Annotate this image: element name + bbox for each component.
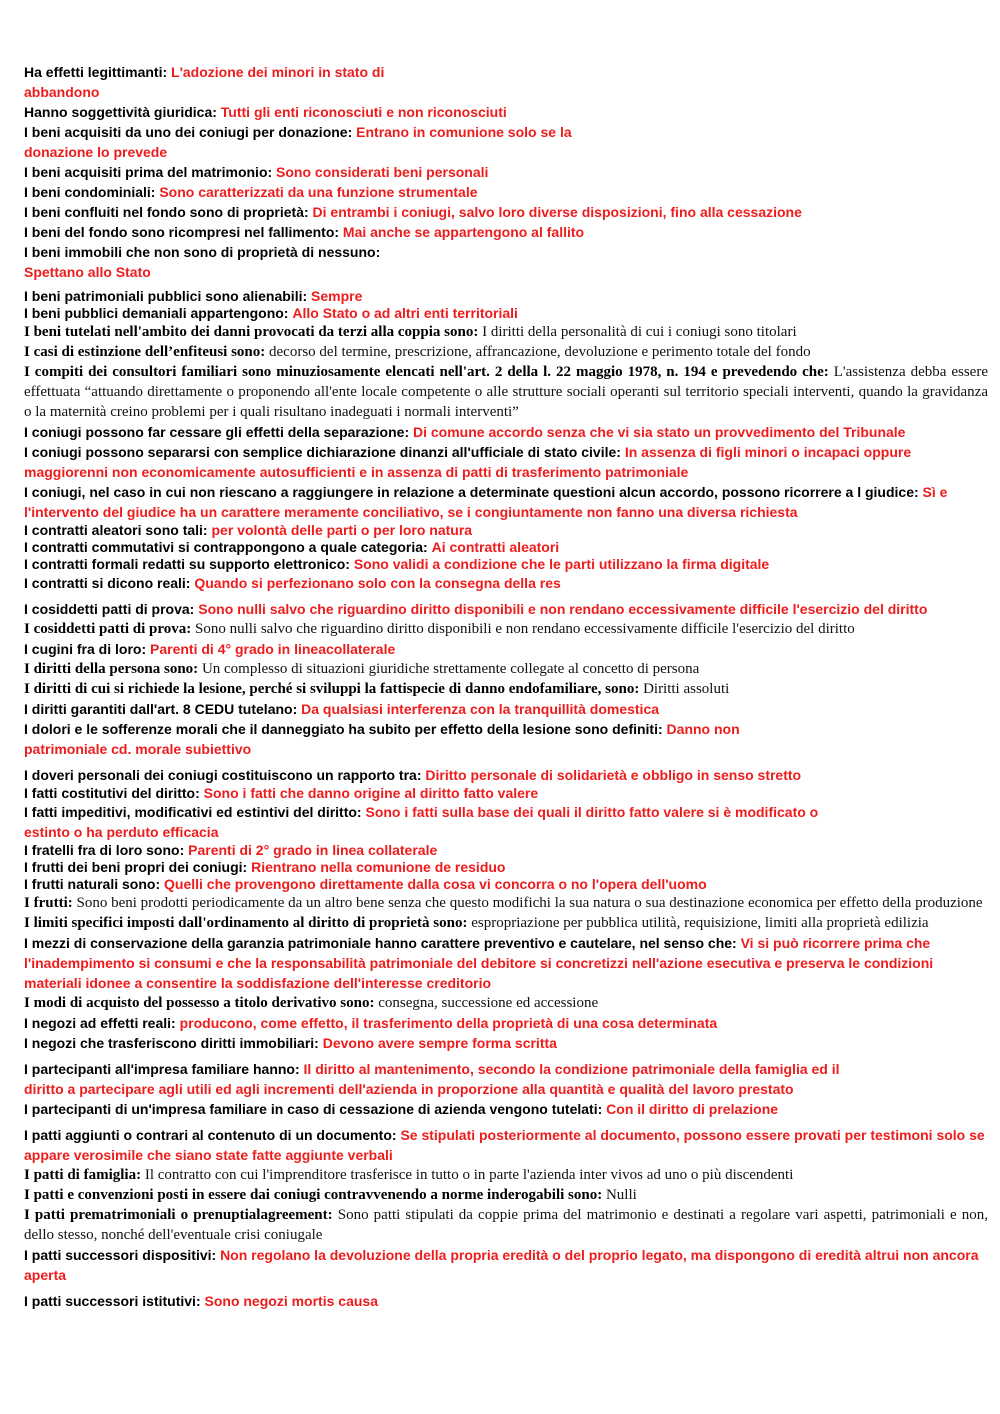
answer-text: Sono caratterizzati da una funzione strumentale <box>159 184 478 200</box>
qa-entry <box>24 222 988 242</box>
answer-text: decorso del termine, prescrizione, affrancazione, devoluzione e perimento totale del fondo <box>269 344 811 360</box>
answer-text: I diritti della personalità di cui i coniugi sono titolari <box>482 324 797 340</box>
question-text: I fratelli fra di loro sono: <box>24 842 185 858</box>
question-text: I mezzi di conservazione della garanzia patrimoniale hanno carattere preventivo e cautelare, nel senso che: <box>24 935 737 951</box>
answer-text: Parenti di 4° grado in lineacollaterale <box>150 641 396 657</box>
answer-text: Sono nulli salvo che riguardino diritto disponibili e non rendano eccessivamente difficile l'esercizio del diritto <box>198 601 928 617</box>
qa-entry <box>24 933 988 993</box>
answer-text: Di comune accordo senza che vi sia stato un provvedimento del Tribunale <box>413 424 906 440</box>
answer-text-continued: diritto a partecipare agli utili ed agli incrementi dell'azienda in proporzione alla quantità e qualità del lavoro prestato <box>24 1081 794 1097</box>
question-text: I modi di acquisto del possesso a titolo derivativo sono: <box>24 995 375 1011</box>
answer-text: Allo Stato o ad altri enti territoriali <box>292 305 518 321</box>
answer-text: Sono validi a condizione che le parti utilizzano la firma digitale <box>353 556 770 572</box>
qa-entry <box>24 288 988 305</box>
answer-text-continued: donazione lo prevede <box>24 144 168 160</box>
answer-text: Mai anche se appartengono al fallito <box>342 224 585 240</box>
qa-entry <box>24 322 988 342</box>
qa-entry <box>24 122 988 162</box>
question-text: I beni patrimoniali pubblici sono alienabili: <box>24 288 308 304</box>
qa-entry <box>24 422 988 442</box>
question-text: I contratti si dicono reali: <box>24 575 191 591</box>
qa-entry <box>24 539 988 556</box>
answer-text: Non regolano la devoluzione della propria eredità o del proprio legato, ma dispongono di eredità altrui non ancora aperta <box>24 1247 979 1283</box>
question-text: I fatti costitutivi del diritto: <box>24 785 200 801</box>
question-text: I frutti dei beni propri dei coniugi: <box>24 859 248 875</box>
qa-entry <box>24 102 988 122</box>
answer-text: Nulli <box>605 1187 637 1203</box>
qa-entry <box>24 1205 988 1245</box>
answer-text: Sono beni prodotti periodicamente da un altro bene senza che questo modifichi la sua natura o sua destinazione economica per effetto della produzione <box>76 895 983 911</box>
question-text: I patti di famiglia: <box>24 1167 142 1183</box>
answer-text: Da qualsiasi interferenza con la tranquillità domestica <box>301 701 660 717</box>
qa-entry <box>24 1291 988 1311</box>
qa-entry <box>24 1125 988 1165</box>
qa-entry <box>24 522 988 539</box>
question-text: I fatti impeditivi, modificativi ed estintivi del diritto: <box>24 804 362 820</box>
question-text: I diritti di cui si richiede la lesione, perché si sviluppi la fattispecie di danno endofamiliare, sono: <box>24 681 640 697</box>
answer-text: Vi si può ricorrere prima che l'inadempimento si consumi e che la responsabilità patrimoniale del debitore si concretizzi nell'azione esecutiva e preserva le condizioni materiali idonee a consentire la soddisfazione dell'interesse creditorio <box>24 935 934 991</box>
answer-text: Sono i fatti che danno origine al diritto fatto valere <box>203 785 539 801</box>
answer-text: Quando si perfezionano solo con la consegna della res <box>194 575 561 591</box>
question-text: I frutti naturali sono: <box>24 876 161 892</box>
qa-entry <box>24 1099 988 1119</box>
question-text: I coniugi, nel caso in cui non riescano a raggiungere in relazione a determinate questioni alcun accordo, possono ricorrere a l giudice: <box>24 484 919 500</box>
qa-entry <box>24 802 988 842</box>
question-text: I casi di estinzione dell’enfiteusi sono: <box>24 344 266 360</box>
answer-text: Parenti di 2° grado in linea collaterale <box>188 842 438 858</box>
answer-text: Se stipulati posteriormente al documento, possono essere provati per testimoni solo se appare verosimile che siano state fatte aggiunte verbali <box>24 1127 985 1163</box>
qa-entry <box>24 162 988 182</box>
qa-entry <box>24 482 988 522</box>
qa-entry <box>24 659 988 679</box>
answer-text: Sono i fatti sulla base dei quali il diritto fatto valere si è modificato o <box>365 804 819 820</box>
qa-entry <box>24 182 988 202</box>
qa-entry <box>24 993 988 1013</box>
answer-text: Rientrano nella comunione de residuo <box>251 859 506 875</box>
qa-entry <box>24 913 988 933</box>
question-text: Hanno soggettività giuridica: <box>24 104 217 120</box>
answer-text-continued: patrimoniale cd. morale subiettivo <box>24 741 252 757</box>
qa-entry <box>24 573 988 593</box>
question-text: I patti successori istitutivi: <box>24 1293 201 1309</box>
question-text: I beni confluiti nel fondo sono di proprietà: <box>24 204 309 220</box>
qa-entry <box>24 202 988 222</box>
answer-text: Sì e l'intervento del giudice ha un carattere meramente conciliativo, se i congiuntamente non fanno una diversa richiesta <box>24 484 948 520</box>
question-text: I cugini fra di loro: <box>24 641 147 657</box>
question-text: I beni acquisiti prima del matrimonio: <box>24 164 273 180</box>
question-text: Ha effetti legittimanti: <box>24 64 168 80</box>
question-text: I partecipanti di un'impresa familiare in caso di cessazione di azienda vengono tutelati: <box>24 1101 603 1117</box>
answer-text: Sono considerati beni personali <box>276 164 489 180</box>
qa-entry <box>24 62 988 102</box>
qa-entry <box>24 305 988 322</box>
qa-entry <box>24 619 988 639</box>
question-text: I negozi che trasferiscono diritti immobiliari: <box>24 1035 319 1051</box>
answer-text: Di entrambi i coniugi, salvo loro diverse disposizioni, fino alla cessazione <box>312 204 802 220</box>
qa-entry <box>24 442 988 482</box>
question-text: I contratti commutativi si contrappongono a quale categoria: <box>24 539 428 555</box>
answer-text: Quelli che provengono direttamente dalla cosa vi concorra o no l'opera dell'uomo <box>164 876 707 892</box>
answer-text-continued: estinto o ha perduto efficacia <box>24 824 219 840</box>
answer-text: Tutti gli enti riconosciuti e non riconosciuti <box>220 104 507 120</box>
question-text: I negozi ad effetti reali: <box>24 1015 176 1031</box>
qa-entry <box>24 1013 988 1033</box>
answer-text: Il diritto al mantenimento, secondo la condizione patrimoniale della famiglia ed il <box>303 1061 840 1077</box>
answer-text: In assenza di figli minori o incapaci oppure maggiorenni non economicamente autosufficienti e in assenza di patti di trasferimento patrimoniale <box>24 444 912 480</box>
answer-text: Devono avere sempre forma scritta <box>322 1035 557 1051</box>
question-text: I patti prematrimoniali o prenuptialagreement: <box>24 1207 333 1223</box>
answer-text: espropriazione per pubblica utilità, requisizione, limiti alla proprietà edilizia <box>471 915 929 931</box>
question-text: I contratti formali redatti su supporto elettronico: <box>24 556 350 572</box>
question-text: I cosiddetti patti di prova: <box>24 621 192 637</box>
question-text: I compiti dei consultori familiari sono minuziosamente elencati nell'art. 2 della l. 22 maggio 1978, n. 194 e prevedendo che: <box>24 364 829 380</box>
qa-entry <box>24 699 988 719</box>
qa-entry <box>24 1059 988 1099</box>
question-text: I frutti: <box>24 895 73 911</box>
answer-text: Il contratto con cui l'imprenditore trasferisce in tutto o in parte l'azienda inter vivos ad uno o più discendenti <box>144 1167 794 1183</box>
qa-entry <box>24 893 988 913</box>
qa-entry <box>24 876 988 893</box>
question-text: I patti e convenzioni posti in essere dai coniugi contravvenendo a norme inderogabili sono: <box>24 1187 603 1203</box>
question-text: I beni tutelati nell'ambito dei danni provocati da terzi alla coppia sono: <box>24 324 479 340</box>
question-text: I dolori e le sofferenze morali che il danneggiato ha subito per effetto della lesione sono definiti: <box>24 721 663 737</box>
qa-entry <box>24 765 988 785</box>
qa-entry <box>24 719 988 759</box>
qa-entry <box>24 1165 988 1185</box>
answer-text: Entrano in comunione solo se la <box>356 124 572 140</box>
answer-text: per volontà delle parti o per loro natura <box>211 522 473 538</box>
question-text: I doveri personali dei coniugi costituiscono un rapporto tra: <box>24 767 422 783</box>
question-text: I patti aggiunti o contrari al contenuto di un documento: <box>24 1127 397 1143</box>
qa-entry <box>24 639 988 659</box>
document-page <box>24 62 988 1311</box>
answer-text: Danno non <box>666 721 740 737</box>
qa-entry <box>24 1245 988 1285</box>
answer-text: producono, come effetto, il trasferimento della proprietà di una cosa determinata <box>179 1015 718 1031</box>
qa-entry <box>24 362 988 422</box>
question-text: I diritti garantiti dall'art. 8 CEDU tutelano: <box>24 701 298 717</box>
answer-text: L'assistenza debba essere effettuata “attuando direttamente o proponendo all'ente locale competente o alle strutture sociali operanti sul territorio speciali interventi, quando la gravidanza o la maternità creino problemi per i quali risultano inadeguati i normali interventi” <box>24 364 988 420</box>
question-text: I coniugi possono far cessare gli effetti della separazione: <box>24 424 410 440</box>
question-text: I beni pubblici demaniali appartengono: <box>24 305 289 321</box>
qa-entry <box>24 1033 988 1053</box>
answer-text: Con il diritto di prelazione <box>606 1101 779 1117</box>
question-text: I diritti della persona sono: <box>24 661 199 677</box>
answer-text: L'adozione dei minori in stato di <box>171 64 385 80</box>
question-text: I limiti specifici imposti dall'ordinamento al diritto di proprietà sono: <box>24 915 468 931</box>
qa-entry <box>24 842 988 859</box>
answer-text: Diritto personale di solidarietà e obbligo in senso stretto <box>425 767 802 783</box>
answer-text-continued: Spettano allo Stato <box>24 264 151 280</box>
qa-entry <box>24 859 988 876</box>
question-text: I cosiddetti patti di prova: <box>24 601 195 617</box>
question-text: I contratti aleatori sono tali: <box>24 522 208 538</box>
question-text: I beni acquisiti da uno dei coniugi per donazione: <box>24 124 353 140</box>
answer-text: Sono nulli salvo che riguardino diritto disponibili e non rendano eccessivamente difficile l'esercizio del diritto <box>194 621 855 637</box>
qa-entry <box>24 242 988 282</box>
answer-text: Un complesso di situazioni giuridiche strettamente collegate al concetto di persona <box>201 661 700 677</box>
answer-text: Diritti assoluti <box>643 681 730 697</box>
answer-text: Sempre <box>311 288 363 304</box>
answer-text: Sono negozi mortis causa <box>204 1293 378 1309</box>
question-text: I coniugi possono separarsi con semplice dichiarazione dinanzi all'ufficiale di stato civile: <box>24 444 621 460</box>
question-text: I beni immobili che non sono di proprietà di nessuno: <box>24 244 381 260</box>
question-text: I beni del fondo sono ricompresi nel fallimento: <box>24 224 340 240</box>
answer-text: Sono patti stipulati da coppie prima del matrimonio e destinati a regolare vari aspetti, patrimoniali e non, dello stesso, nonché dell'eventuale crisi coniugale <box>24 1207 989 1243</box>
answer-text: consegna, successione ed accessione <box>378 995 599 1011</box>
qa-entry <box>24 785 988 802</box>
answer-text-continued: abbandono <box>24 84 100 100</box>
question-text: I beni condominiali: <box>24 184 156 200</box>
answer-text: Ai contratti aleatori <box>431 539 560 555</box>
question-text: I partecipanti all'impresa familiare hanno: <box>24 1061 300 1077</box>
qa-entry <box>24 342 988 362</box>
qa-entry <box>24 556 988 573</box>
qa-entry <box>24 1185 988 1205</box>
qa-entry <box>24 599 988 619</box>
qa-entry <box>24 679 988 699</box>
question-text: I patti successori dispositivi: <box>24 1247 217 1263</box>
